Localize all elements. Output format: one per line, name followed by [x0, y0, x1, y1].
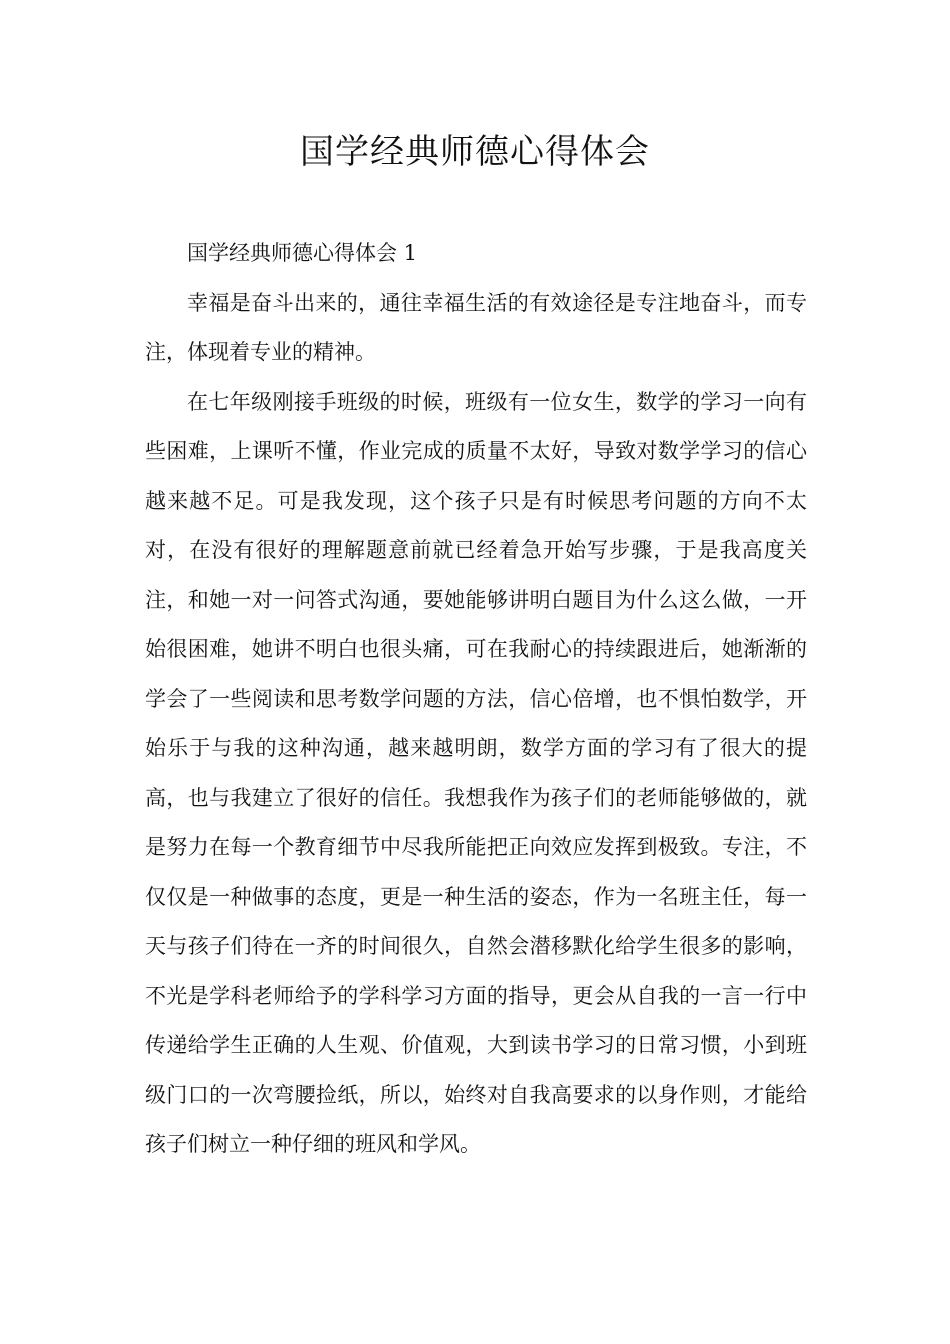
- document-title: 国学经典师德心得体会: [300, 132, 650, 172]
- paragraph: 在七年级刚接手班级的时候，班级有一位女生，数学的学习一向有些困难，上课听不懂，作业完成的质量不太好，导致对数学学习的信心越来越不足。可是我发现，这个孩子只是有时候思考问题的方向不太对，在没有很好的理解题意前就已经着急开始写步骤，于是我高度关注，和她一对一问答式沟通，要她能够讲明白题目为什么这么做，一开始很困难，她讲不明白也很头痛，可在我耐心的持续跟进后，她渐渐的学会了一些阅读和思考数学问题的方法，信心倍增，也不惧怕数学，开始乐于与我的这种沟通，越来越明朗，数学方面的学习有了很大的提高，也与我建立了很好的信任。我想我作为孩子们的老师能够做的，就是努力在每一个教育细节中尽我所能把正向效应发挥到极致。专注，不仅仅是一种做事的态度，更是一种生活的姿态，作为一名班主任，每一天与孩子们待在一齐的时间很久，自然会潜移默化给学生很多的影响，不光是学科老师给予的学科学习方面的指导，更会从自我的一言一行中传递给学生正确的人生观、价值观，大到读书学习的日常习惯，小到班级门口的一次弯腰捡纸，所以，始终对自我高要求的以身作则，才能给孩子们树立一种仔细的班风和学风。: [145, 389, 807, 1156]
- paragraph: 幸福是奋斗出来的，通往幸福生活的有效途径是专注地奋斗，而专注，体现着专业的精神。: [145, 290, 807, 364]
- document-body: [145, 229, 807, 1170]
- section-heading: 国学经典师德心得体会 1: [187, 241, 418, 265]
